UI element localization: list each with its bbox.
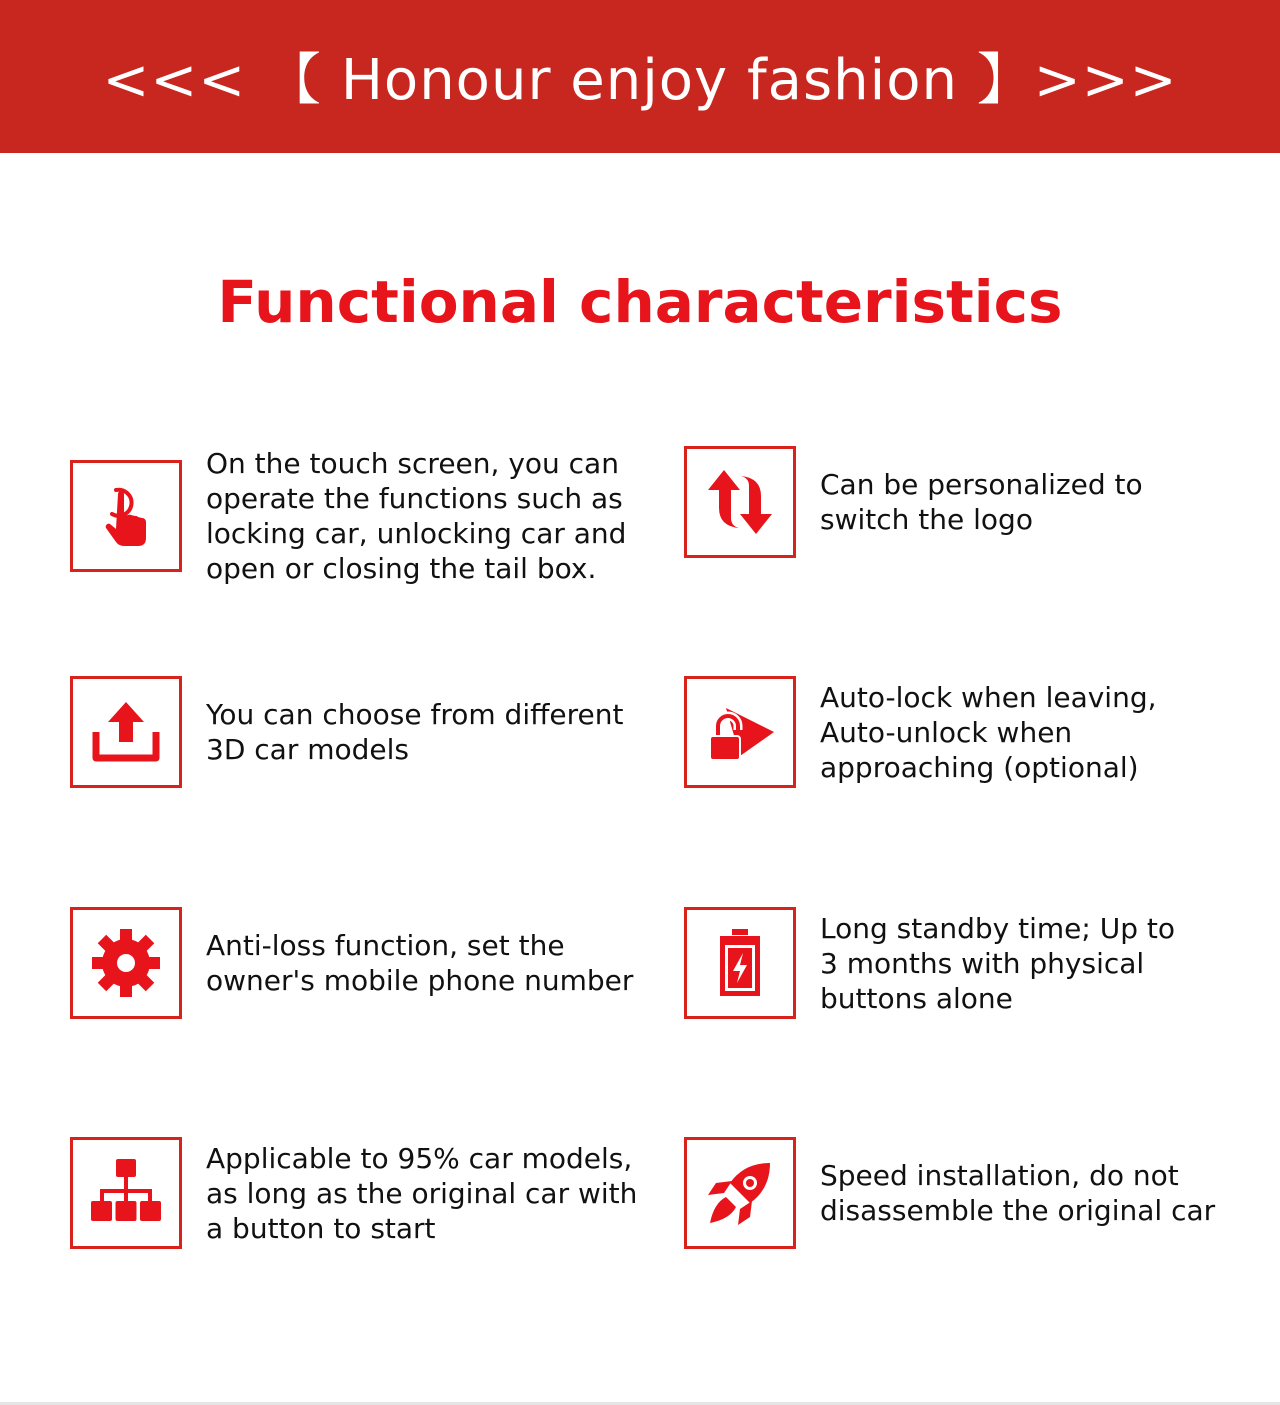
upload-icon — [70, 676, 182, 788]
touch-hand-icon — [70, 460, 182, 572]
gear-icon — [70, 907, 182, 1019]
feature-text: Applicable to 95% car models, as long as the original car with a button to start — [206, 1141, 638, 1245]
feature-compatibility — [70, 1137, 637, 1249]
feature-speed-installation — [684, 1137, 1215, 1249]
section-title: Functional characteristics — [217, 268, 1063, 336]
banner-title: <<< 【 Honour enjoy fashion 】>>> — [102, 47, 1178, 113]
feature-personalize-logo — [684, 446, 1143, 558]
feature-text: On the touch screen, you can operate the functions such as locking car, unlocking car and open or closing the tail box. — [206, 447, 627, 585]
rocket-icon — [684, 1137, 796, 1249]
switch-arrows-icon — [684, 446, 796, 558]
feature-auto-lock — [684, 676, 1157, 788]
feature-text: Auto-lock when leaving, Auto-unlock when approaching (optional) — [820, 680, 1157, 784]
feature-anti-loss — [70, 907, 633, 1019]
feature-text: Long standby time; Up to 3 months with physical buttons alone — [820, 911, 1176, 1015]
battery-icon — [684, 907, 796, 1019]
feature-text: Can be personalized to switch the logo — [820, 468, 1143, 536]
feature-touch-control — [70, 446, 626, 586]
header-banner — [0, 0, 1280, 153]
feature-text: Speed installation, do not disassemble the original car — [820, 1159, 1216, 1227]
auto-lock-icon — [684, 676, 796, 788]
network-icon — [70, 1137, 182, 1249]
feature-text: Anti-loss function, set the owner's mobile phone number — [206, 929, 634, 997]
feature-3d-models — [70, 676, 623, 788]
feature-text: You can choose from different 3D car models — [206, 698, 624, 766]
feature-long-standby — [684, 907, 1175, 1019]
